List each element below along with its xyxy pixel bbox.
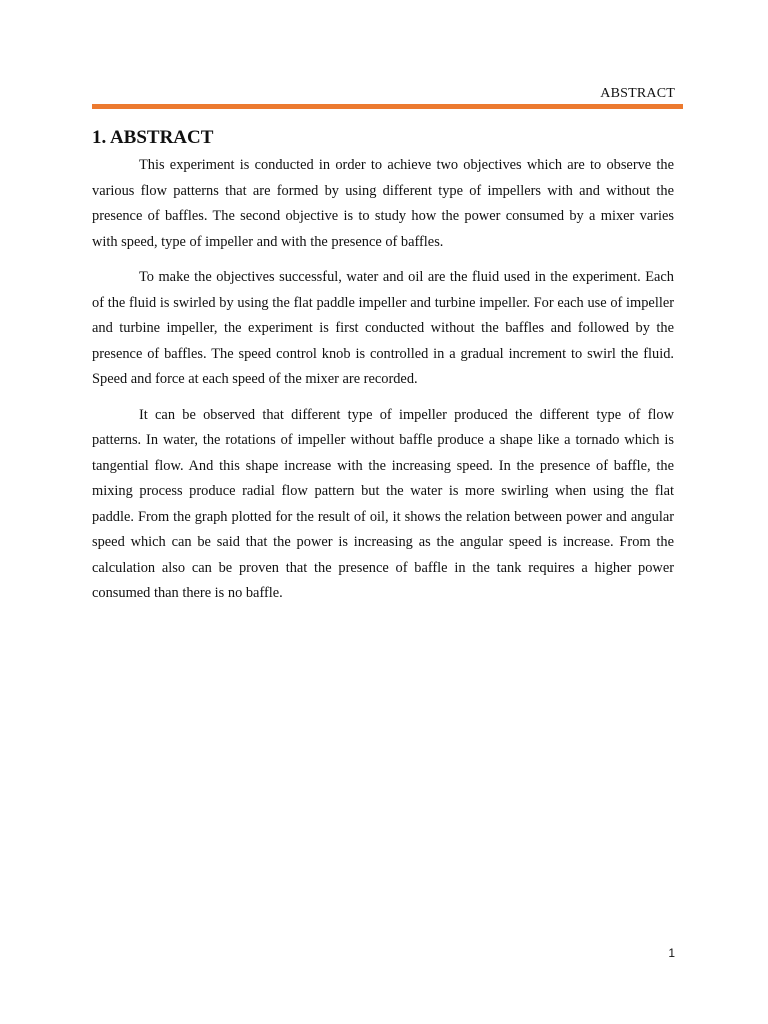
abstract-paragraph-2: To make the objectives successful, water and oil are the fluid used in the experiment. Each of the fluid is swirled by using the flat paddle impeller and turbine impeller. For each use of impeller and turbine impeller, the experiment is first conducted without the baffles and followed by the presence of baffles. The speed control knob is controlled in a gradual increment to swirl the fluid. Speed and force at each speed of the mixer are recorded. [92,269,674,387]
abstract-paragraph-1: This experiment is conducted in order to achieve two objectives which are to observe the various flow patterns that are formed by using different type of impellers with and without the presence of baffles. The second objective is to study how the power consumed by a mixer varies with speed, type of impeller and with the presence of baffles. [92,157,674,250]
page-number: 1 [668,946,675,960]
abstract-body [92,153,674,617]
header-rule [92,104,683,109]
running-header: ABSTRACT [600,86,675,101]
abstract-paragraph-3: It can be observed that different type of impeller produced the different type of flow patterns. In water, the rotations of impeller without baffle produce a shape like a tornado which is tangential flow. And this shape increase with the increasing speed. In the presence of baffle, the mixing process produce radial flow pattern but the water is more swirling when using the flat paddle. From the graph plotted for the result of oil, it shows the relation between power and angular speed which can be said that the power is increasing as the angular speed is increase. From the calculation also can be proven that the presence of baffle in the tank requires a higher power consumed than there is no baffle. [92,406,674,601]
section-title: 1. ABSTRACT [92,127,214,148]
